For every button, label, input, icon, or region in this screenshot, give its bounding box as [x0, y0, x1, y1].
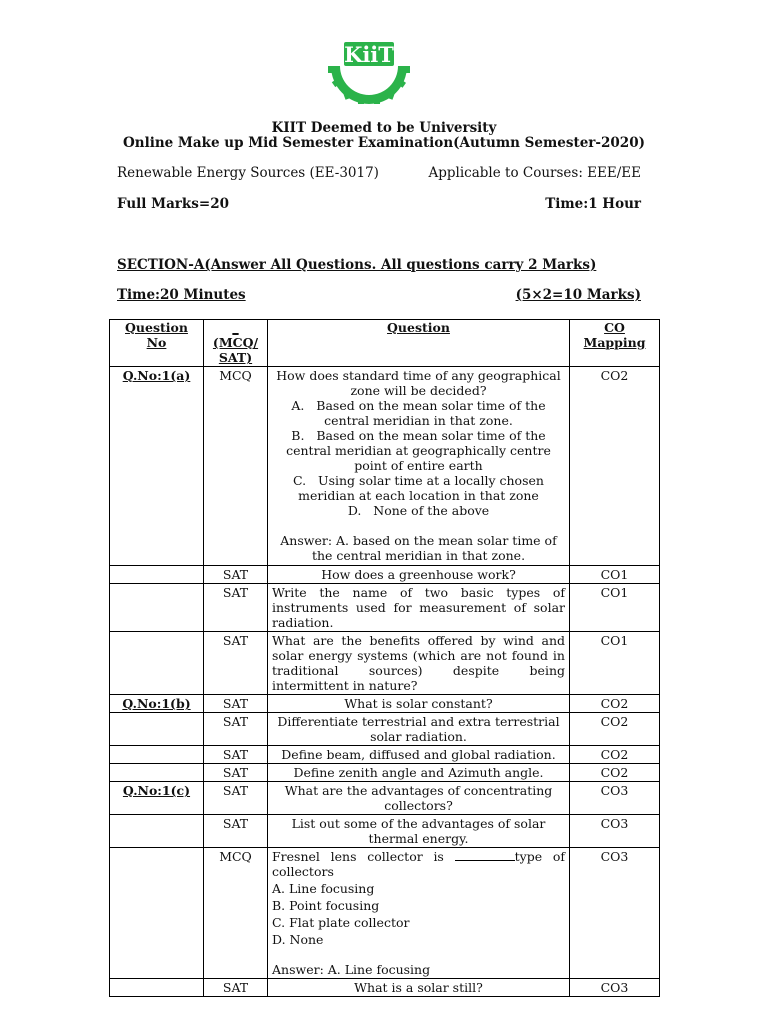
- applicable-courses: Applicable to Courses: EEE/EE: [428, 165, 641, 181]
- question-type: SAT: [204, 764, 268, 782]
- spacer: [272, 947, 565, 962]
- question-number: Q.No:1(b): [110, 695, 204, 713]
- question-type: SAT: [204, 584, 268, 632]
- header-question: Question: [268, 320, 570, 367]
- question-number: [110, 764, 204, 782]
- question-text: Define zenith angle and Azimuth angle.: [268, 764, 570, 782]
- option-a: A. Line focusing: [272, 881, 375, 896]
- question-type: SAT: [204, 815, 268, 848]
- header-co-mapping: CO Mapping: [570, 320, 660, 367]
- question-type: SAT: [204, 695, 268, 713]
- section-title-row: [117, 257, 641, 273]
- table-row: [110, 566, 660, 584]
- question-number: Q.No:1(c): [110, 782, 204, 815]
- question-type: SAT: [204, 746, 268, 764]
- table-row: [110, 584, 660, 632]
- header-type: [204, 320, 268, 367]
- question-type: SAT: [204, 632, 268, 695]
- co-mapping: CO1: [570, 584, 660, 632]
- section-marks: (5×2=10 Marks): [515, 287, 641, 303]
- fill-blank: [455, 860, 515, 861]
- exam-title: Online Make up Mid Semester Examination(Autumn Semester-2020): [123, 135, 645, 151]
- question-text: List out some of the advantages of solar thermal energy.: [268, 815, 570, 848]
- option-d: D. None of the above: [347, 503, 490, 518]
- co-mapping: CO3: [570, 782, 660, 815]
- table-row: [110, 979, 660, 997]
- full-marks: Full Marks=20: [117, 196, 229, 212]
- question-number: Q.No:1(a): [110, 367, 204, 566]
- option-a: A. Based on the mean solar time of the central meridian in that zone.: [291, 398, 546, 428]
- question-number: [110, 584, 204, 632]
- section-time-row: [117, 287, 641, 303]
- option-c: C. Flat plate collector: [272, 915, 410, 930]
- question-text: Define beam, diffused and global radiation.: [268, 746, 570, 764]
- question-text: What is solar constant?: [268, 695, 570, 713]
- marks-row: [117, 196, 641, 212]
- option-d: D. None: [272, 932, 324, 947]
- co-mapping: CO1: [570, 566, 660, 584]
- question-number: [110, 566, 204, 584]
- question-text: How does a greenhouse work?: [268, 566, 570, 584]
- question-text: What are the benefits offered by wind and solar energy systems (which are not found in traditional sources) despite being intermittent in nature?: [268, 632, 570, 695]
- question-number: [110, 979, 204, 997]
- question-type: SAT: [204, 566, 268, 584]
- question-text: [268, 367, 570, 566]
- table-row: [110, 815, 660, 848]
- co-mapping: CO2: [570, 764, 660, 782]
- header-question-no: Question No: [110, 320, 204, 367]
- option-b: B. Point focusing: [272, 898, 380, 913]
- question-type: MCQ: [204, 848, 268, 979]
- answer-text: Answer: A. based on the mean solar time of the central meridian in that zone.: [280, 533, 557, 563]
- table-row: [110, 782, 660, 815]
- co-mapping: CO2: [570, 367, 660, 566]
- table-row: [110, 848, 660, 979]
- university-name: KIIT Deemed to be University: [271, 120, 497, 136]
- question-type: SAT: [204, 713, 268, 746]
- header-type-mark: _: [232, 320, 239, 335]
- table-header-row: [110, 320, 660, 367]
- question-text: Write the name of two basic types of instruments used for measurement of solar radiation.: [268, 584, 570, 632]
- stem-part-a: Fresnel lens collector is: [272, 849, 444, 864]
- co-mapping: CO2: [570, 713, 660, 746]
- question-number: [110, 746, 204, 764]
- question-number: [110, 632, 204, 695]
- table-row: [110, 764, 660, 782]
- header-type-label: (MCQ/ SAT): [212, 335, 259, 365]
- question-table: [109, 319, 660, 997]
- table-row: [110, 367, 660, 566]
- kiit-logo: [328, 36, 410, 104]
- stem-part-b: type of collectors: [272, 849, 565, 879]
- exam-time: Time:1 Hour: [545, 196, 641, 212]
- question-stem: How does standard time of any geographical zone will be decided?: [276, 368, 561, 398]
- table-row: [110, 713, 660, 746]
- answer-text: Answer: A. Line focusing: [272, 962, 431, 977]
- table-row: [110, 632, 660, 695]
- question-number: [110, 815, 204, 848]
- question-text: [268, 848, 570, 979]
- option-c: C. Using solar time at a locally chosen meridian at each location in that zone: [293, 473, 544, 503]
- question-text: What is a solar still?: [268, 979, 570, 997]
- spacer: [272, 518, 565, 533]
- question-number: [110, 848, 204, 979]
- co-mapping: CO2: [570, 695, 660, 713]
- question-stem: [272, 849, 565, 879]
- co-mapping: CO3: [570, 979, 660, 997]
- co-mapping: CO3: [570, 848, 660, 979]
- table-row: [110, 746, 660, 764]
- question-number: [110, 713, 204, 746]
- question-type: SAT: [204, 979, 268, 997]
- question-type: MCQ: [204, 367, 268, 566]
- section-title: SECTION-A(Answer All Questions. All questions carry 2 Marks): [117, 257, 597, 273]
- question-type: SAT: [204, 782, 268, 815]
- logo-text: KiiT: [344, 42, 394, 67]
- co-mapping: CO1: [570, 632, 660, 695]
- co-mapping: CO2: [570, 746, 660, 764]
- question-text: Differentiate terrestrial and extra terrestrial solar radiation.: [268, 713, 570, 746]
- table-row: [110, 695, 660, 713]
- subject-name: Renewable Energy Sources (EE-3017): [117, 165, 379, 181]
- question-text: What are the advantages of concentrating collectors?: [268, 782, 570, 815]
- subject-row: [117, 165, 641, 181]
- section-time: Time:20 Minutes: [117, 287, 246, 303]
- co-mapping: CO3: [570, 815, 660, 848]
- option-b: B. Based on the mean solar time of the central meridian at geographically centre point of entire earth: [286, 428, 551, 473]
